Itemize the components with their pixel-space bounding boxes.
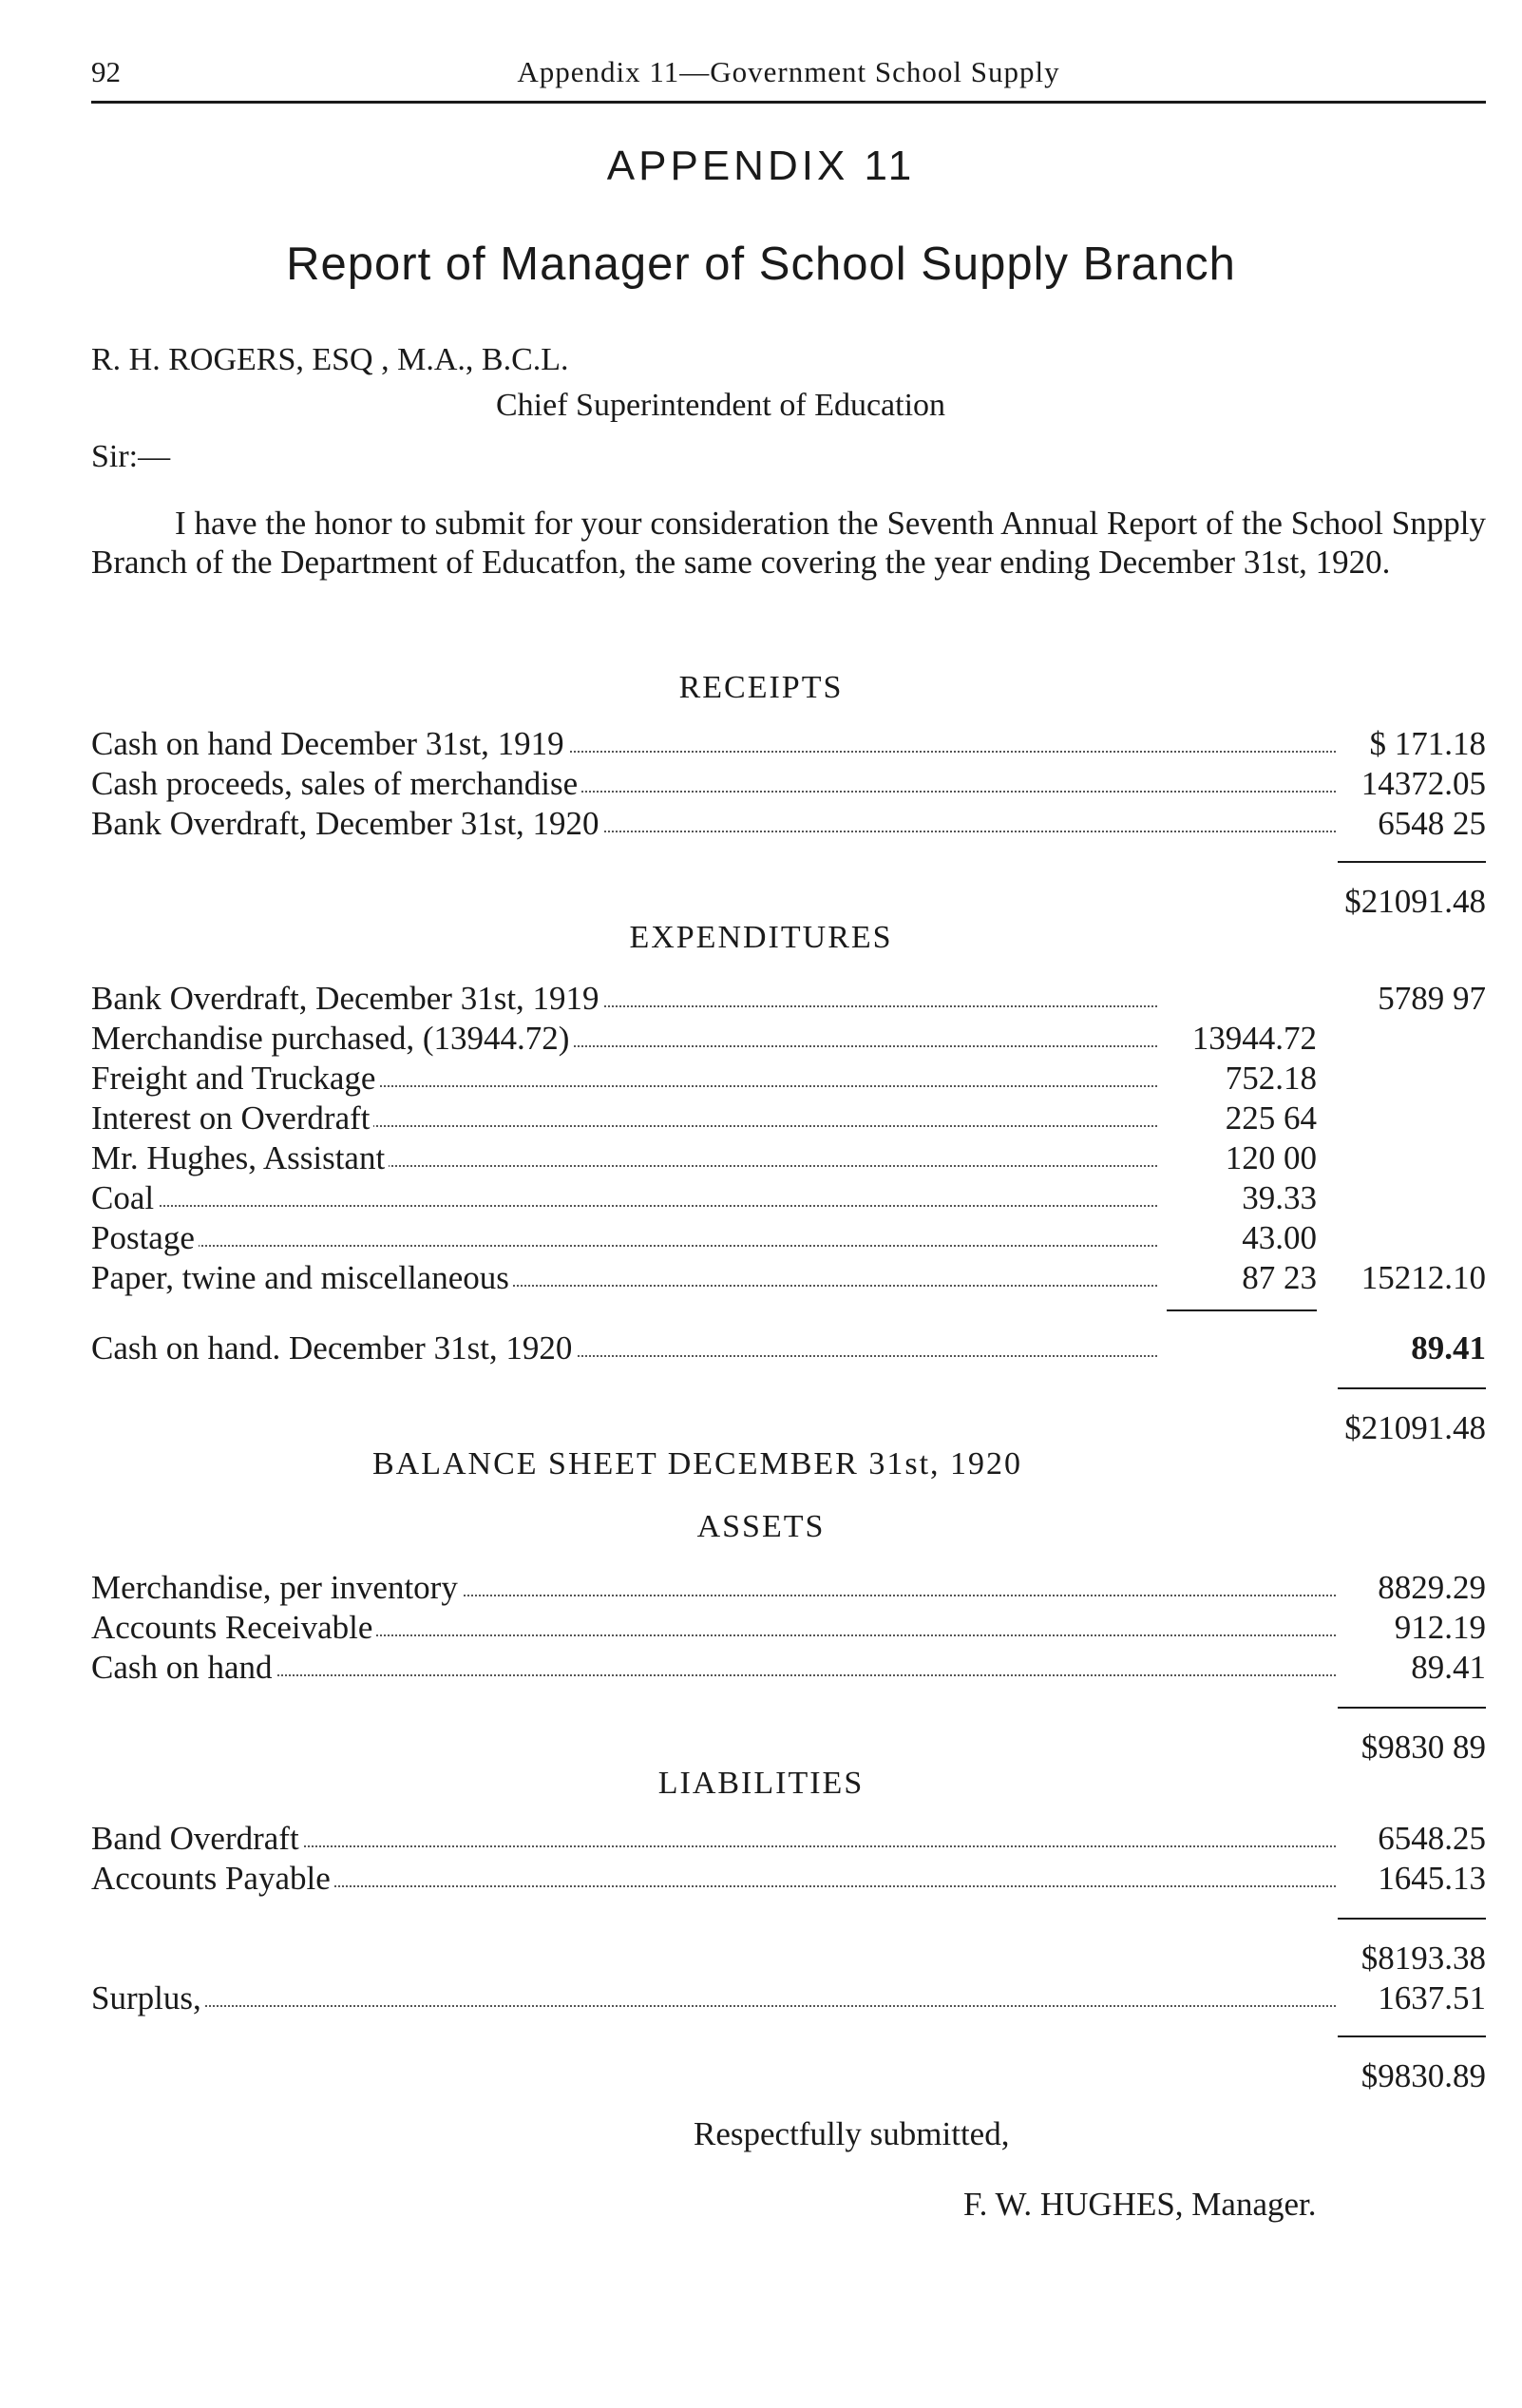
appendix-title: APPENDIX 11 <box>606 143 916 189</box>
cash-on-hand-row: Cash on hand. December 31st, 1920 <box>91 1328 1157 1368</box>
expenditure-row: Interest on Overdraft <box>91 1099 1157 1138</box>
cash-on-hand-amount: 89.41 <box>1411 1329 1486 1366</box>
liability-row: Band Overdraft <box>91 1819 1336 1859</box>
balance-sheet-heading: BALANCE SHEET DECEMBER 31st, 1920 <box>372 1446 1023 1481</box>
expenditures-heading: EXPENDITURES <box>629 920 893 955</box>
assets-heading: ASSETS <box>696 1509 826 1544</box>
expenditure-item-amount: 225 64 <box>1225 1099 1317 1137</box>
expenditure-row: Freight and Truckage <box>91 1059 1157 1099</box>
asset-row: Merchandise, per inventory <box>91 1568 1336 1608</box>
expenditure-item-amount: 43.00 <box>1242 1219 1317 1256</box>
signature: F. W. HUGHES, Manager. <box>963 2186 1317 2223</box>
receipts-heading: RECEIPTS <box>678 670 844 705</box>
grand-total: $9830.89 <box>1360 2057 1486 2094</box>
expenditure-row: Mr. Hughes, Assistant <box>91 1138 1157 1178</box>
surplus-row: Surplus, <box>91 1978 1336 2018</box>
expenditure-row: Paper, twine and miscellaneous <box>91 1258 1157 1298</box>
expenditure-item-amount: 120 00 <box>1225 1139 1317 1176</box>
expenditure-subtotal: 15212.10 <box>1360 1259 1486 1296</box>
addressee-title: Chief Superintendent of Education <box>496 388 946 423</box>
asset-amount: 912.19 <box>1394 1609 1486 1646</box>
intro-paragraph: I have the honor to submit for your consideration the Seventh Annual Report of the School Snpply Branch of the Department of Educatfon, the same covering the year ending December 31st, 1920. <box>91 505 1486 581</box>
assets-total: $9830 89 <box>1360 1729 1486 1766</box>
addressee-name: R. H. ROGERS, ESQ , M.A., B.C.L. <box>91 342 569 377</box>
receipts-row: Bank Overdraft, December 31st, 1920 <box>91 804 1336 844</box>
liability-amount: 6548.25 <box>1378 1820 1486 1857</box>
asset-amount: 8829.29 <box>1378 1569 1486 1606</box>
salutation: Sir:— <box>91 439 171 474</box>
liabilities-heading: LIABILITIES <box>657 1766 865 1801</box>
expenditure-amount: 5789 97 <box>1378 980 1486 1017</box>
subtotal-rule <box>1167 1309 1317 1311</box>
page-number: 92 <box>91 55 121 88</box>
liability-amount: 1645.13 <box>1378 1860 1486 1897</box>
expenditure-row: Bank Overdraft, December 31st, 1919 <box>91 979 1157 1019</box>
report-title: Report of Manager of School Supply Branch <box>286 239 1236 290</box>
expenditure-row: Postage <box>91 1218 1157 1258</box>
receipts-amount: 14372.05 <box>1360 765 1486 802</box>
receipts-total: $21091.48 <box>1344 883 1486 920</box>
expenditure-item-amount: 752.18 <box>1225 1060 1317 1097</box>
asset-row: Accounts Receivable <box>91 1608 1336 1648</box>
receipts-row: Cash on hand December 31st, 1919 <box>91 724 1336 764</box>
header-rule <box>91 101 1486 104</box>
total-rule <box>1338 1387 1486 1389</box>
total-rule <box>1338 2035 1486 2037</box>
liabilities-total: $8193.38 <box>1360 1940 1486 1977</box>
receipts-amount: 6548 25 <box>1378 805 1486 842</box>
expenditure-row: Coal <box>91 1178 1157 1218</box>
asset-row: Cash on hand <box>91 1648 1336 1688</box>
receipts-row: Cash proceeds, sales of merchandise <box>91 764 1336 804</box>
expenditure-item-amount: 87 23 <box>1242 1259 1317 1296</box>
closing: Respectfully submitted, <box>694 2115 1010 2152</box>
liability-row: Accounts Payable <box>91 1859 1336 1899</box>
total-rule <box>1338 861 1486 863</box>
surplus-amount: 1637.51 <box>1378 1979 1486 2016</box>
receipts-amount: $ 171.18 <box>1369 725 1486 762</box>
expenditure-item-amount: 39.33 <box>1242 1179 1317 1216</box>
running-title: Appendix 11—Government School Supply <box>517 55 1060 88</box>
expenditures-total: $21091.48 <box>1344 1409 1486 1446</box>
expenditure-item-amount: 13944.72 <box>1191 1020 1317 1057</box>
asset-amount: 89.41 <box>1411 1649 1486 1686</box>
total-rule <box>1338 1707 1486 1709</box>
expenditure-row: Merchandise purchased, (13944.72) <box>91 1019 1157 1059</box>
total-rule <box>1338 1918 1486 1920</box>
